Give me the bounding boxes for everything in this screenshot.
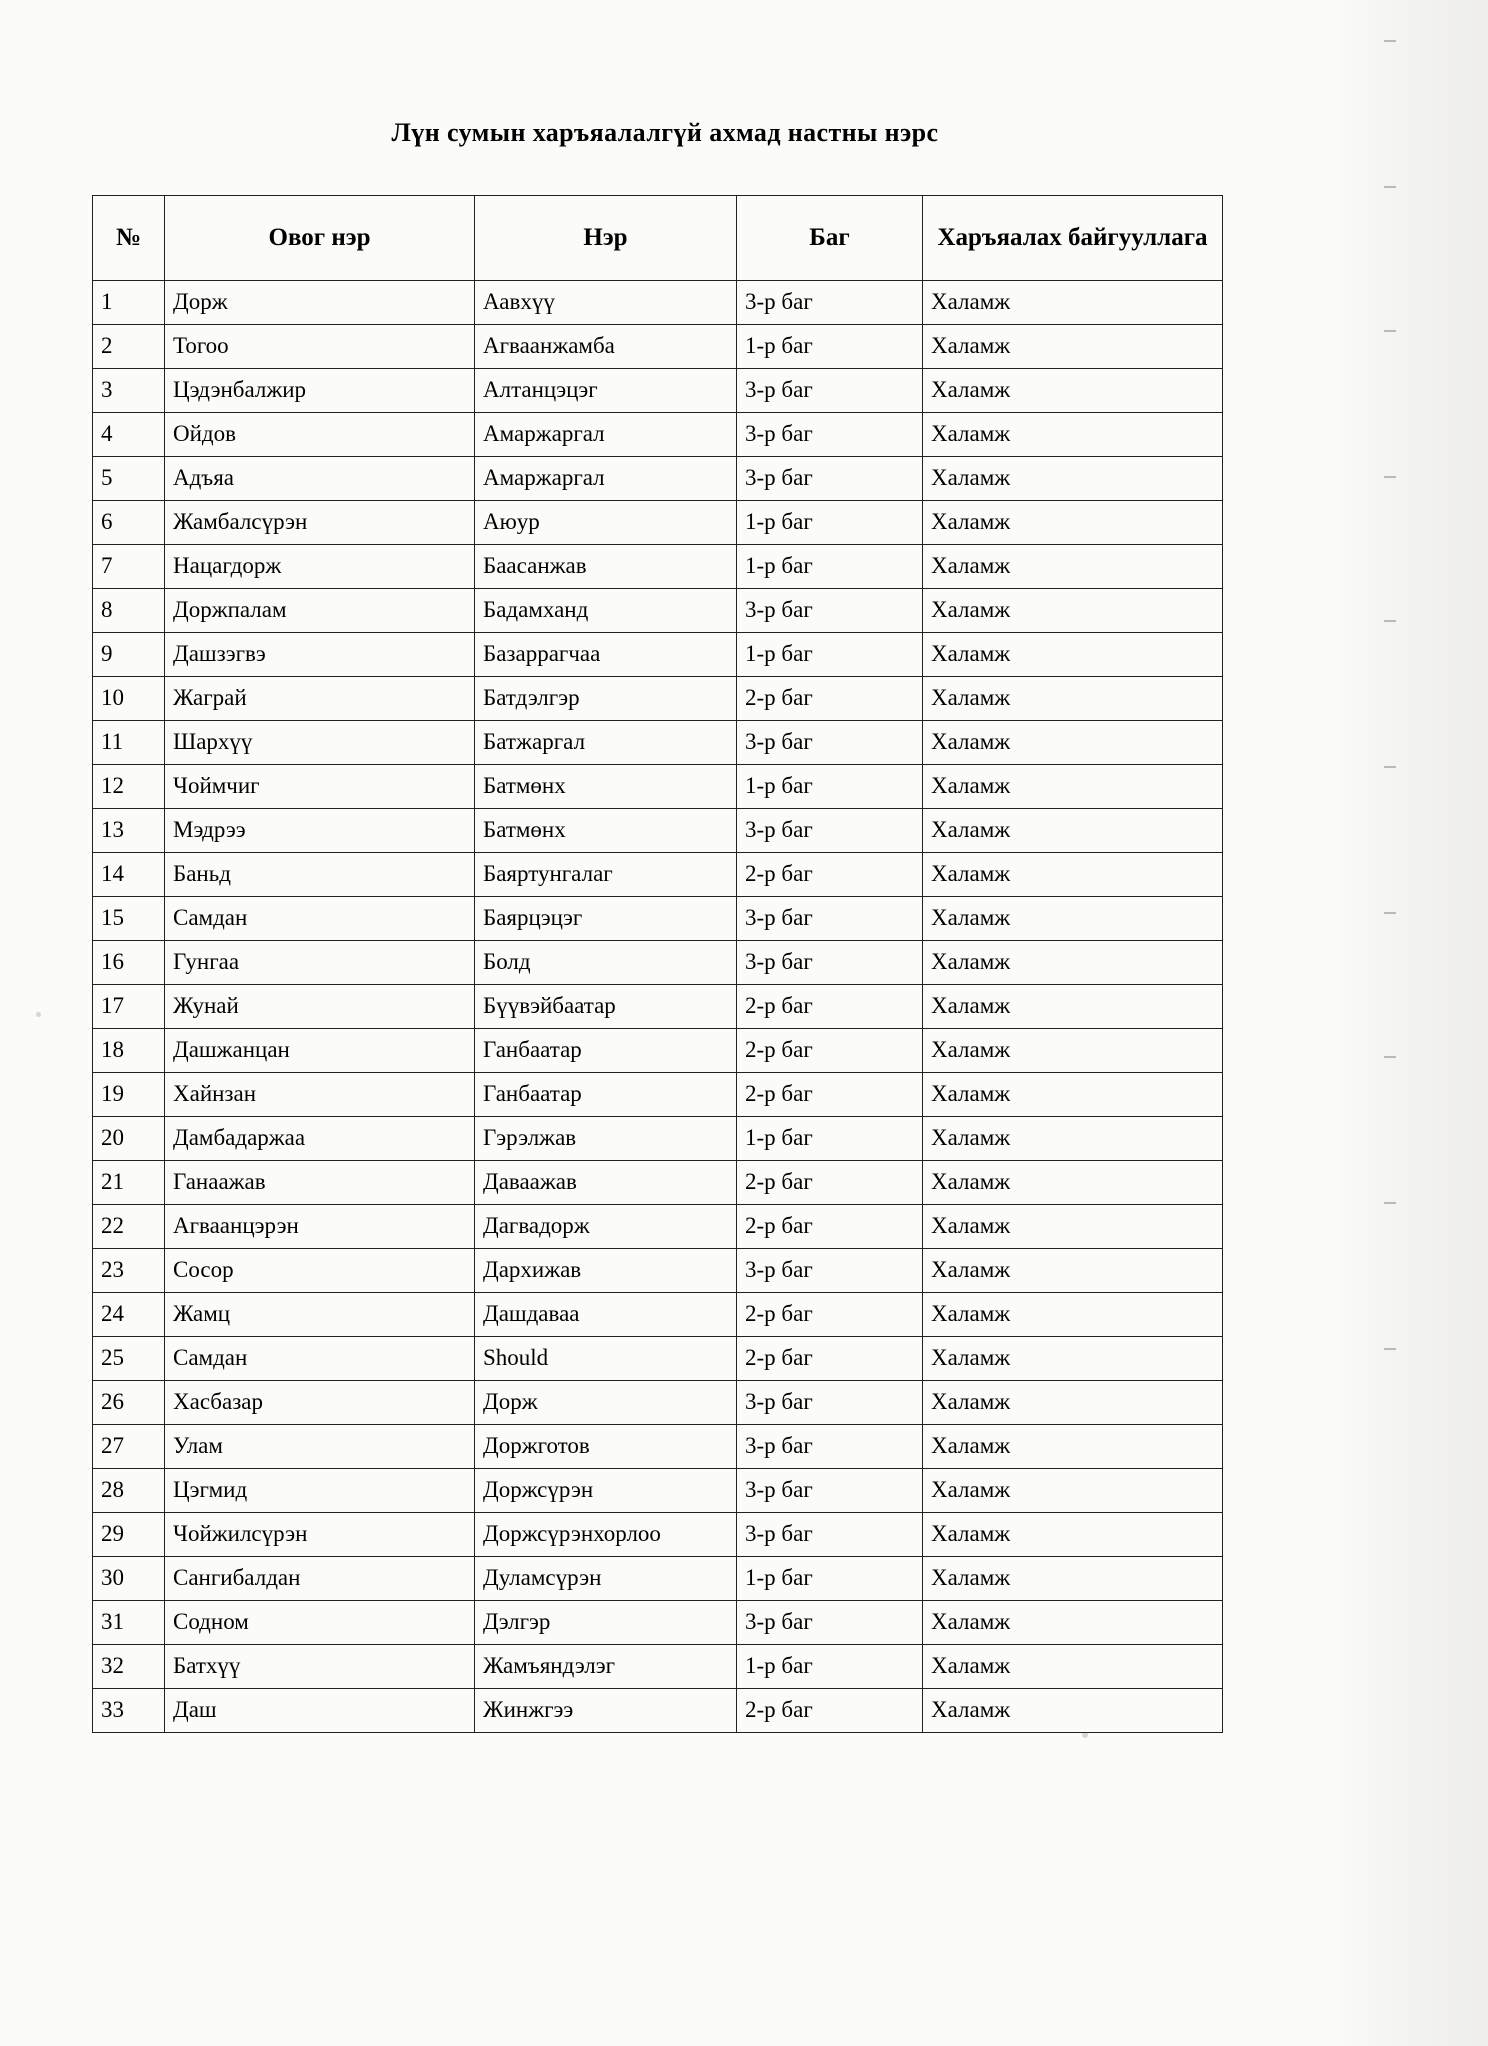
table-row xyxy=(93,677,1223,721)
cell-lastname: Сосор xyxy=(165,1249,475,1293)
cell-number: 15 xyxy=(93,897,165,941)
cell-number: 10 xyxy=(93,677,165,721)
cell-org: Халамж xyxy=(923,1073,1223,1117)
cell-org: Халамж xyxy=(923,1381,1223,1425)
cell-number: 19 xyxy=(93,1073,165,1117)
column-header-firstname: Нэр xyxy=(475,196,737,281)
cell-number: 23 xyxy=(93,1249,165,1293)
cell-number: 21 xyxy=(93,1161,165,1205)
cell-number: 22 xyxy=(93,1205,165,1249)
cell-number: 5 xyxy=(93,457,165,501)
cell-firstname: Базаррагчаа xyxy=(475,633,737,677)
cell-bag: 3-р баг xyxy=(737,589,923,633)
cell-firstname: Дагвадорж xyxy=(475,1205,737,1249)
cell-org: Халамж xyxy=(923,1293,1223,1337)
cell-org: Халамж xyxy=(923,545,1223,589)
cell-firstname: Батмөнх xyxy=(475,765,737,809)
cell-org: Халамж xyxy=(923,1601,1223,1645)
cell-lastname: Жаграй xyxy=(165,677,475,721)
cell-number: 16 xyxy=(93,941,165,985)
cell-org: Халамж xyxy=(923,501,1223,545)
cell-number: 31 xyxy=(93,1601,165,1645)
cell-org: Халамж xyxy=(923,809,1223,853)
cell-org: Халамж xyxy=(923,897,1223,941)
cell-lastname: Дорж xyxy=(165,281,475,325)
binder-mark xyxy=(1384,912,1396,914)
cell-org: Халамж xyxy=(923,1513,1223,1557)
cell-org: Халамж xyxy=(923,1205,1223,1249)
table-row xyxy=(93,765,1223,809)
cell-bag: 3-р баг xyxy=(737,897,923,941)
cell-firstname: Аавхүү xyxy=(475,281,737,325)
cell-number: 33 xyxy=(93,1689,165,1733)
cell-lastname: Цэдэнбалжир xyxy=(165,369,475,413)
cell-number: 4 xyxy=(93,413,165,457)
cell-bag: 1-р баг xyxy=(737,1557,923,1601)
cell-bag: 3-р баг xyxy=(737,1601,923,1645)
cell-org: Халамж xyxy=(923,721,1223,765)
cell-lastname: Чойжилсүрэн xyxy=(165,1513,475,1557)
table-row xyxy=(93,1601,1223,1645)
cell-bag: 2-р баг xyxy=(737,853,923,897)
cell-number: 26 xyxy=(93,1381,165,1425)
cell-firstname: Батжаргал xyxy=(475,721,737,765)
table-row xyxy=(93,501,1223,545)
cell-bag: 1-р баг xyxy=(737,765,923,809)
cell-lastname: Даш xyxy=(165,1689,475,1733)
cell-lastname: Чоймчиг xyxy=(165,765,475,809)
cell-number: 14 xyxy=(93,853,165,897)
cell-bag: 2-р баг xyxy=(737,1029,923,1073)
cell-number: 28 xyxy=(93,1469,165,1513)
cell-firstname: Болд xyxy=(475,941,737,985)
binder-mark xyxy=(1384,620,1396,622)
cell-lastname: Агваанцэрэн xyxy=(165,1205,475,1249)
table-row xyxy=(93,941,1223,985)
scan-edge xyxy=(1330,0,1488,2046)
cell-lastname: Тогоо xyxy=(165,325,475,369)
binder-mark xyxy=(1384,476,1396,478)
cell-bag: 1-р баг xyxy=(737,633,923,677)
name-list-table-container xyxy=(92,195,1222,1733)
table-row xyxy=(93,809,1223,853)
cell-firstname: Баяртунгалаг xyxy=(475,853,737,897)
cell-org: Халамж xyxy=(923,677,1223,721)
cell-lastname: Гунгаа xyxy=(165,941,475,985)
cell-bag: 2-р баг xyxy=(737,1293,923,1337)
cell-bag: 2-р баг xyxy=(737,1689,923,1733)
binder-mark xyxy=(1384,1056,1396,1058)
cell-number: 18 xyxy=(93,1029,165,1073)
cell-lastname: Улам xyxy=(165,1425,475,1469)
cell-bag: 1-р баг xyxy=(737,1645,923,1689)
cell-lastname: Нацагдорж xyxy=(165,545,475,589)
table-row xyxy=(93,1205,1223,1249)
table-row xyxy=(93,897,1223,941)
cell-firstname: Дуламсүрэн xyxy=(475,1557,737,1601)
column-header-lastname: Овог нэр xyxy=(165,196,475,281)
cell-lastname: Доржпалам xyxy=(165,589,475,633)
cell-firstname: Should xyxy=(475,1337,737,1381)
table-row xyxy=(93,1337,1223,1381)
cell-number: 9 xyxy=(93,633,165,677)
cell-lastname: Дамбадаржаа xyxy=(165,1117,475,1161)
cell-bag: 3-р баг xyxy=(737,457,923,501)
cell-lastname: Баньд xyxy=(165,853,475,897)
cell-firstname: Бүүвэйбаатар xyxy=(475,985,737,1029)
cell-number: 12 xyxy=(93,765,165,809)
cell-number: 30 xyxy=(93,1557,165,1601)
column-header-number: № xyxy=(93,196,165,281)
cell-bag: 3-р баг xyxy=(737,1381,923,1425)
page-title: Лүн сумын харъяалалгүй ахмад настны нэрс xyxy=(391,118,939,147)
cell-org: Халамж xyxy=(923,1117,1223,1161)
cell-number: 11 xyxy=(93,721,165,765)
cell-bag: 2-р баг xyxy=(737,1161,923,1205)
cell-org: Халамж xyxy=(923,413,1223,457)
cell-org: Халамж xyxy=(923,765,1223,809)
cell-bag: 3-р баг xyxy=(737,369,923,413)
cell-number: 8 xyxy=(93,589,165,633)
cell-firstname: Дорж xyxy=(475,1381,737,1425)
cell-firstname: Батдэлгэр xyxy=(475,677,737,721)
cell-firstname: Амаржаргал xyxy=(475,413,737,457)
binder-mark xyxy=(1384,1202,1396,1204)
cell-number: 17 xyxy=(93,985,165,1029)
cell-bag: 3-р баг xyxy=(737,941,923,985)
cell-firstname: Дашдаваа xyxy=(475,1293,737,1337)
cell-lastname: Содном xyxy=(165,1601,475,1645)
cell-firstname: Ганбаатар xyxy=(475,1029,737,1073)
cell-bag: 3-р баг xyxy=(737,809,923,853)
column-header-bag: Баг xyxy=(737,196,923,281)
cell-lastname: Шархүү xyxy=(165,721,475,765)
cell-bag: 1-р баг xyxy=(737,545,923,589)
cell-org: Халамж xyxy=(923,325,1223,369)
cell-org: Халамж xyxy=(923,457,1223,501)
table-row xyxy=(93,1557,1223,1601)
cell-number: 32 xyxy=(93,1645,165,1689)
cell-bag: 3-р баг xyxy=(737,1513,923,1557)
cell-number: 27 xyxy=(93,1425,165,1469)
cell-number: 20 xyxy=(93,1117,165,1161)
cell-bag: 2-р баг xyxy=(737,985,923,1029)
table-row xyxy=(93,1293,1223,1337)
cell-firstname: Даваажав xyxy=(475,1161,737,1205)
cell-bag: 2-р баг xyxy=(737,1337,923,1381)
cell-firstname: Аюур xyxy=(475,501,737,545)
cell-number: 7 xyxy=(93,545,165,589)
cell-lastname: Адъяа xyxy=(165,457,475,501)
cell-lastname: Жунай xyxy=(165,985,475,1029)
table-row xyxy=(93,985,1223,1029)
table-row xyxy=(93,1073,1223,1117)
cell-number: 3 xyxy=(93,369,165,413)
table-row xyxy=(93,1161,1223,1205)
cell-org: Халамж xyxy=(923,1689,1223,1733)
cell-firstname: Алтанцэцэг xyxy=(475,369,737,413)
table-row xyxy=(93,1425,1223,1469)
cell-lastname: Хайнзан xyxy=(165,1073,475,1117)
table-row xyxy=(93,369,1223,413)
cell-org: Халамж xyxy=(923,853,1223,897)
cell-number: 1 xyxy=(93,281,165,325)
cell-number: 6 xyxy=(93,501,165,545)
binder-mark xyxy=(1384,40,1396,42)
cell-number: 24 xyxy=(93,1293,165,1337)
cell-firstname: Доржсүрэн xyxy=(475,1469,737,1513)
cell-lastname: Ойдов xyxy=(165,413,475,457)
cell-firstname: Гэрэлжав xyxy=(475,1117,737,1161)
cell-bag: 2-р баг xyxy=(737,1073,923,1117)
binder-mark xyxy=(1384,186,1396,188)
table-row xyxy=(93,413,1223,457)
cell-firstname: Доржготов xyxy=(475,1425,737,1469)
table-row xyxy=(93,1513,1223,1557)
table-row xyxy=(93,721,1223,765)
table-row xyxy=(93,1689,1223,1733)
cell-number: 25 xyxy=(93,1337,165,1381)
table-row xyxy=(93,1381,1223,1425)
table-row xyxy=(93,545,1223,589)
cell-org: Халамж xyxy=(923,589,1223,633)
table-row xyxy=(93,1029,1223,1073)
cell-org: Халамж xyxy=(923,1557,1223,1601)
cell-org: Халамж xyxy=(923,1645,1223,1689)
cell-org: Халамж xyxy=(923,1425,1223,1469)
table-row xyxy=(93,281,1223,325)
cell-lastname: Самдан xyxy=(165,897,475,941)
cell-org: Халамж xyxy=(923,1337,1223,1381)
scan-speck xyxy=(36,1012,41,1017)
cell-number: 13 xyxy=(93,809,165,853)
table-row xyxy=(93,1469,1223,1513)
table-row xyxy=(93,853,1223,897)
cell-bag: 3-р баг xyxy=(737,281,923,325)
cell-bag: 1-р баг xyxy=(737,325,923,369)
cell-org: Халамж xyxy=(923,1249,1223,1293)
cell-org: Халамж xyxy=(923,281,1223,325)
table-row xyxy=(93,325,1223,369)
cell-lastname: Дашжанцан xyxy=(165,1029,475,1073)
cell-lastname: Сангибалдан xyxy=(165,1557,475,1601)
cell-org: Халамж xyxy=(923,1161,1223,1205)
cell-lastname: Хасбазар xyxy=(165,1381,475,1425)
cell-firstname: Жамъяндэлэг xyxy=(475,1645,737,1689)
cell-bag: 2-р баг xyxy=(737,677,923,721)
table-header-row xyxy=(93,196,1223,281)
cell-lastname: Цэгмид xyxy=(165,1469,475,1513)
column-header-org: Харъяалах байгууллага xyxy=(923,196,1223,281)
cell-bag: 2-р баг xyxy=(737,1205,923,1249)
binder-mark xyxy=(1384,1348,1396,1350)
cell-lastname: Дашзэгвэ xyxy=(165,633,475,677)
binder-mark xyxy=(1384,766,1396,768)
cell-firstname: Батмөнх xyxy=(475,809,737,853)
cell-firstname: Дэлгэр xyxy=(475,1601,737,1645)
binder-mark xyxy=(1384,330,1396,332)
table-row xyxy=(93,589,1223,633)
table-row xyxy=(93,633,1223,677)
cell-lastname: Батхүү xyxy=(165,1645,475,1689)
cell-lastname: Ганаажав xyxy=(165,1161,475,1205)
cell-firstname: Бадамханд xyxy=(475,589,737,633)
cell-lastname: Жамц xyxy=(165,1293,475,1337)
cell-number: 29 xyxy=(93,1513,165,1557)
cell-bag: 3-р баг xyxy=(737,1469,923,1513)
name-list-table xyxy=(92,195,1223,1733)
cell-org: Халамж xyxy=(923,985,1223,1029)
cell-bag: 3-р баг xyxy=(737,1249,923,1293)
cell-bag: 3-р баг xyxy=(737,721,923,765)
cell-firstname: Баярцэцэг xyxy=(475,897,737,941)
table-row xyxy=(93,1249,1223,1293)
cell-firstname: Доржсүрэнхорлоо xyxy=(475,1513,737,1557)
cell-org: Халамж xyxy=(923,1469,1223,1513)
cell-firstname: Ганбаатар xyxy=(475,1073,737,1117)
cell-firstname: Баасанжав xyxy=(475,545,737,589)
cell-bag: 1-р баг xyxy=(737,1117,923,1161)
cell-bag: 1-р баг xyxy=(737,501,923,545)
table-row xyxy=(93,457,1223,501)
cell-bag: 3-р баг xyxy=(737,413,923,457)
cell-number: 2 xyxy=(93,325,165,369)
cell-org: Халамж xyxy=(923,633,1223,677)
cell-org: Халамж xyxy=(923,1029,1223,1073)
cell-bag: 3-р баг xyxy=(737,1425,923,1469)
cell-org: Халамж xyxy=(923,369,1223,413)
table-row xyxy=(93,1645,1223,1689)
cell-org: Халамж xyxy=(923,941,1223,985)
cell-lastname: Жамбалсүрэн xyxy=(165,501,475,545)
cell-firstname: Амаржаргал xyxy=(475,457,737,501)
cell-lastname: Самдан xyxy=(165,1337,475,1381)
cell-firstname: Дархижав xyxy=(475,1249,737,1293)
cell-firstname: Агваанжамба xyxy=(475,325,737,369)
table-body xyxy=(93,281,1223,1733)
table-row xyxy=(93,1117,1223,1161)
cell-lastname: Мэдрээ xyxy=(165,809,475,853)
cell-firstname: Жинжгээ xyxy=(475,1689,737,1733)
